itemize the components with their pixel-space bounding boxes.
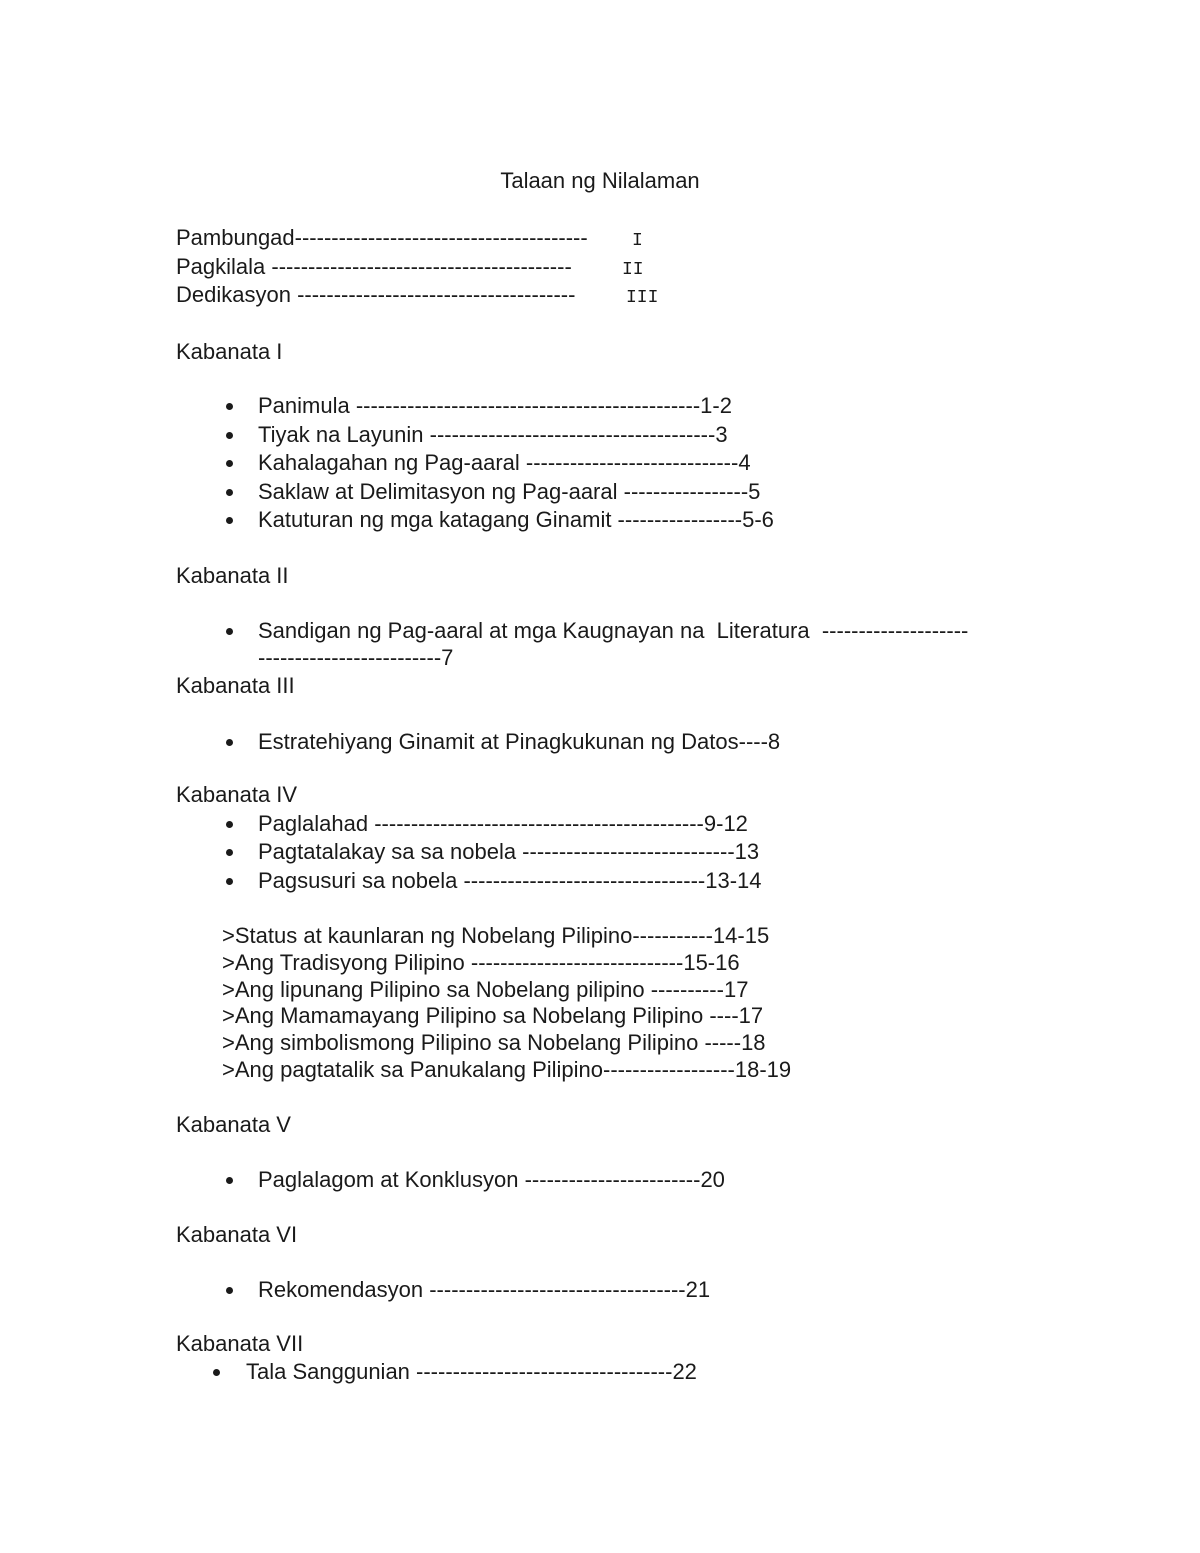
bullet-icon bbox=[226, 489, 233, 496]
toc-item-sandigan-continued: -------------------------7 bbox=[258, 645, 454, 670]
toc-item-tiyak-na-layunin: Tiyak na Layunin ---------------------------------------3 bbox=[258, 422, 728, 447]
toc-item-estratehiya: Estratehiyang Ginamit at Pinagkukunan ng Datos----8 bbox=[258, 729, 781, 754]
toc-item-katuturan: Katuturan ng mga katagang Ginamit -----------------5-6 bbox=[258, 507, 774, 532]
toc-item-pagtatalakay: Pagtatalakay sa sa nobela -----------------------------13 bbox=[258, 839, 760, 864]
toc-item-saklaw: Saklaw at Delimitasyon ng Pag-aaral -----------------5 bbox=[258, 479, 761, 504]
bullet-icon bbox=[226, 739, 233, 746]
toc-page-pagkilala: II bbox=[622, 260, 644, 280]
toc-subitem-status: >Status at kaunlaran ng Nobelang Pilipino-----------14-15 bbox=[222, 923, 770, 948]
chapter-heading-6: Kabanata VI bbox=[176, 1222, 298, 1247]
chapter-heading-4: Kabanata IV bbox=[176, 782, 298, 807]
toc-page-dedikasyon: III bbox=[626, 288, 659, 308]
toc-page-pambungad: I bbox=[632, 231, 643, 251]
toc-entry-dedikasyon: Dedikasyon -------------------------------------- bbox=[176, 282, 576, 307]
bullet-icon bbox=[226, 432, 233, 439]
bullet-icon bbox=[226, 517, 233, 524]
chapter-heading-1: Kabanata I bbox=[176, 339, 283, 364]
toc-item-kahalagahan: Kahalagahan ng Pag-aaral -----------------------------4 bbox=[258, 450, 751, 475]
toc-item-pagsusuri: Pagsusuri sa nobela ---------------------------------13-14 bbox=[258, 868, 762, 893]
bullet-icon bbox=[226, 1287, 233, 1294]
toc-subitem-lipunan: >Ang lipunang Pilipino sa Nobelang pilipino ----------17 bbox=[222, 977, 749, 1002]
chapter-heading-2: Kabanata II bbox=[176, 563, 289, 588]
chapter-heading-3: Kabanata III bbox=[176, 673, 295, 698]
bullet-icon bbox=[226, 878, 233, 885]
toc-entry-pagkilala: Pagkilala ----------------------------------------- bbox=[176, 254, 572, 279]
toc-entry-pambungad: Pambungad---------------------------------------- bbox=[176, 225, 588, 250]
bullet-icon bbox=[226, 1177, 233, 1184]
toc-item-sandigan: Sandigan ng Pag-aaral at mga Kaugnayan na Literatura -------------------- bbox=[258, 618, 969, 643]
toc-item-panimula: Panimula -----------------------------------------------1-2 bbox=[258, 393, 732, 418]
bullet-icon bbox=[226, 403, 233, 410]
toc-subitem-mamamayan: >Ang Mamamayang Pilipino sa Nobelang Pilipino ----17 bbox=[222, 1003, 764, 1028]
bullet-icon bbox=[226, 628, 233, 635]
toc-item-rekomendasyon: Rekomendasyon -----------------------------------21 bbox=[258, 1277, 711, 1302]
bullet-icon bbox=[213, 1369, 220, 1376]
chapter-heading-7: Kabanata VII bbox=[176, 1331, 304, 1356]
toc-subitem-tradisyon: >Ang Tradisyong Pilipino -----------------------------15-16 bbox=[222, 950, 740, 975]
chapter-heading-5: Kabanata V bbox=[176, 1112, 291, 1137]
page-title: Talaan ng Nilalaman bbox=[500, 168, 700, 193]
toc-subitem-simbolismo: >Ang simbolismong Pilipino sa Nobelang Pilipino -----18 bbox=[222, 1030, 766, 1055]
toc-item-paglalahad: Paglalahad ---------------------------------------------9-12 bbox=[258, 811, 748, 836]
toc-item-tala-sanggunian: Tala Sanggunian -----------------------------------22 bbox=[246, 1359, 697, 1384]
bullet-icon bbox=[226, 460, 233, 467]
bullet-icon bbox=[226, 821, 233, 828]
toc-item-paglalagom: Paglalagom at Konklusyon ------------------------20 bbox=[258, 1167, 725, 1192]
bullet-icon bbox=[226, 849, 233, 856]
toc-subitem-pagtatalik: >Ang pagtatalik sa Panukalang Pilipino------------------18-19 bbox=[222, 1057, 792, 1082]
